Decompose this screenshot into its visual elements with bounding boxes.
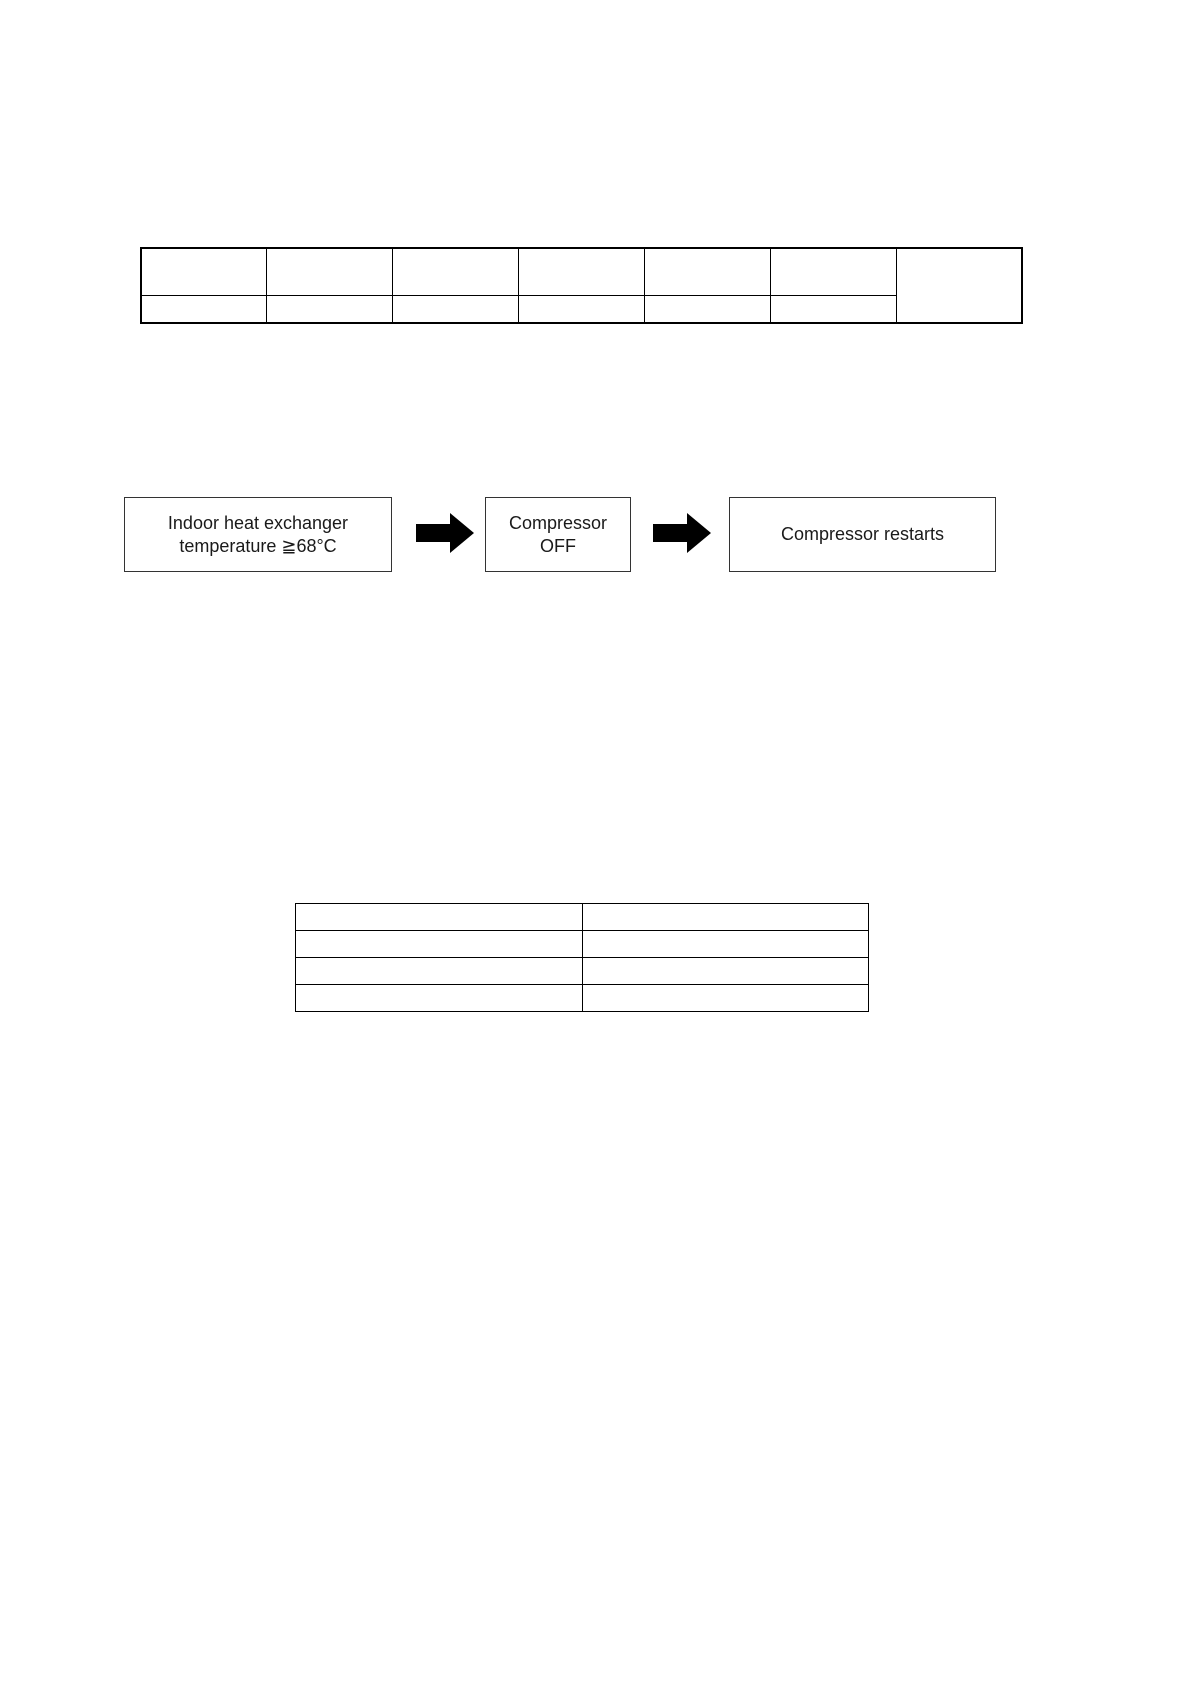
- table-cell: [267, 248, 393, 296]
- table-cell: [141, 248, 267, 296]
- flow-box-text: OFF: [540, 535, 576, 556]
- table-row: [296, 904, 869, 931]
- table-row: [296, 931, 869, 958]
- table-cell: [393, 248, 519, 296]
- flow-box-text: Compressor: [508, 512, 608, 533]
- flow-box-text: Compressor restarts: [780, 524, 945, 544]
- flow-box-text: Indoor heat exchanger: [167, 512, 349, 533]
- top-table: [140, 247, 1023, 324]
- table-cell: [393, 296, 519, 324]
- bottom-table: [295, 903, 869, 1012]
- table-cell: [296, 958, 583, 985]
- table-cell: [296, 904, 583, 931]
- table-row: [141, 248, 1022, 296]
- table-row: [296, 958, 869, 985]
- table-cell: [770, 296, 896, 324]
- table-cell: [582, 985, 869, 1012]
- table-row: [141, 296, 1022, 324]
- flow-box-compressor-off: [485, 497, 631, 572]
- right-arrow-icon: [653, 513, 711, 553]
- right-arrow-icon: [416, 513, 474, 553]
- table-cell: [296, 985, 583, 1012]
- table-cell: [267, 296, 393, 324]
- table-cell: [644, 248, 770, 296]
- table-cell: [519, 248, 645, 296]
- table-cell-merged: [896, 248, 1022, 323]
- table-cell: [770, 248, 896, 296]
- table-cell: [644, 296, 770, 324]
- table-row: [296, 985, 869, 1012]
- table-cell: [141, 296, 267, 324]
- table-cell: [582, 904, 869, 931]
- flow-box-heat-exchanger-temperature: [124, 497, 392, 572]
- table-cell: [519, 296, 645, 324]
- flow-box-text: temperature ≧68°C: [179, 535, 337, 556]
- table-cell: [582, 931, 869, 958]
- table-cell: [296, 931, 583, 958]
- table-cell: [582, 958, 869, 985]
- flow-box-compressor-restarts: [729, 497, 996, 572]
